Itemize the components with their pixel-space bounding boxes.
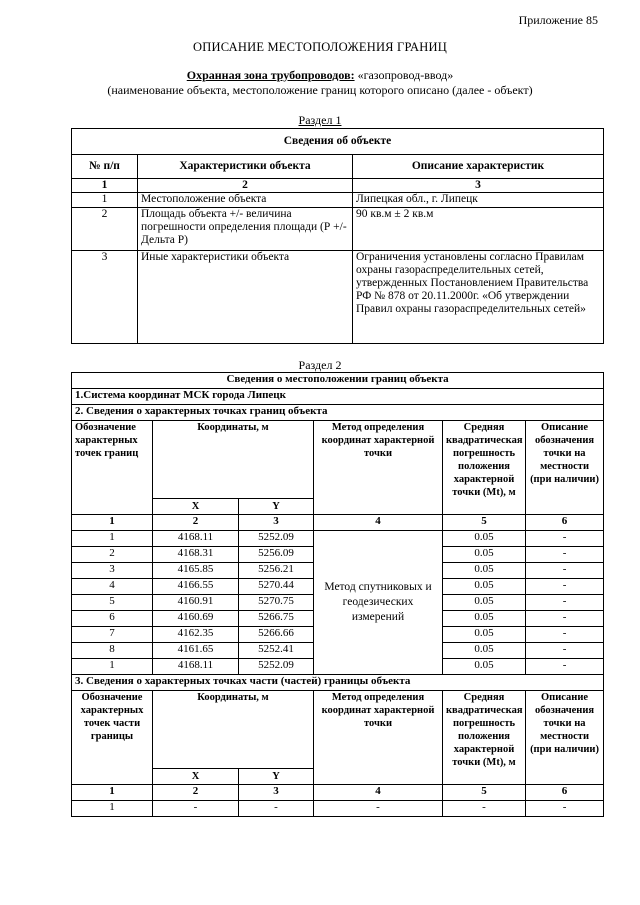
point-id: 8 bbox=[72, 643, 153, 659]
point-desc: - bbox=[526, 595, 604, 611]
point-id: 2 bbox=[72, 547, 153, 563]
boundary-points-table bbox=[71, 372, 604, 817]
point-y: 5266.75 bbox=[239, 611, 314, 627]
zone-line bbox=[0, 68, 640, 83]
point-desc: - bbox=[526, 563, 604, 579]
col-number: 5 bbox=[443, 785, 526, 801]
part3-header-coords: Координаты, м bbox=[153, 691, 314, 769]
row-name: Местоположение объекта bbox=[138, 193, 353, 208]
part3-mt: - bbox=[443, 801, 526, 817]
point-x: 4168.11 bbox=[153, 531, 239, 547]
point-desc: - bbox=[526, 579, 604, 595]
point-desc: - bbox=[526, 531, 604, 547]
col-number: 5 bbox=[443, 515, 526, 531]
part3-header-point: Обозначение характерных точек части границы bbox=[72, 691, 153, 785]
point-x: 4160.91 bbox=[153, 595, 239, 611]
section1-title: Раздел 1 bbox=[298, 113, 342, 127]
header-error: Средняя квадратическая погрешность положения характерной точки (Mt), м bbox=[443, 421, 526, 515]
header-characteristic: Характеристики объекта bbox=[138, 155, 353, 179]
col-number: 4 bbox=[314, 785, 443, 801]
part3-header-x: X bbox=[153, 769, 239, 785]
point-id: 4 bbox=[72, 579, 153, 595]
point-mt: 0.05 bbox=[443, 579, 526, 595]
point-y: 5252.09 bbox=[239, 531, 314, 547]
zone-value: «газопровод-ввод» bbox=[354, 68, 454, 82]
col-number: 6 bbox=[526, 515, 604, 531]
point-mt: 0.05 bbox=[443, 627, 526, 643]
part3-point-x: - bbox=[153, 801, 239, 817]
col-number: 1 bbox=[72, 785, 153, 801]
point-x: 4168.31 bbox=[153, 547, 239, 563]
row-name: Иные характеристики объекта bbox=[138, 251, 353, 344]
col-number: 1 bbox=[72, 515, 153, 531]
point-mt: 0.05 bbox=[443, 531, 526, 547]
point-x: 4168.11 bbox=[153, 659, 239, 675]
part3-method: - bbox=[314, 801, 443, 817]
row-number: 2 bbox=[72, 208, 138, 251]
point-mt: 0.05 bbox=[443, 611, 526, 627]
point-y: 5266.66 bbox=[239, 627, 314, 643]
col-number: 3 bbox=[353, 179, 604, 193]
part3-point-id: 1 bbox=[72, 801, 153, 817]
col-number: 3 bbox=[239, 785, 314, 801]
point-desc: - bbox=[526, 627, 604, 643]
header-coords: Координаты, м bbox=[153, 421, 314, 499]
header-y: Y bbox=[239, 499, 314, 515]
point-y: 5270.75 bbox=[239, 595, 314, 611]
point-desc: - bbox=[526, 611, 604, 627]
part3-header-error: Средняя квадратическая погрешность положения характерной точки (Mt), м bbox=[443, 691, 526, 785]
appendix-label: Приложение 85 bbox=[518, 13, 598, 27]
col-number: 2 bbox=[153, 785, 239, 801]
header-x: X bbox=[153, 499, 239, 515]
point-x: 4162.35 bbox=[153, 627, 239, 643]
part3-header-desc: Описание обозначения точки на местности (при наличии) bbox=[526, 691, 604, 785]
point-mt: 0.05 bbox=[443, 659, 526, 675]
row-number: 3 bbox=[72, 251, 138, 344]
point-y: 5256.09 bbox=[239, 547, 314, 563]
point-desc: - bbox=[526, 643, 604, 659]
section2-caption: Сведения о местоположении границ объекта bbox=[72, 373, 604, 389]
point-id: 1 bbox=[72, 659, 153, 675]
point-y: 5252.41 bbox=[239, 643, 314, 659]
header-point: Обозначение характерных точек границ bbox=[72, 421, 153, 515]
part3-title: 3. Сведения о характерных точках части (частей) границы объекта bbox=[72, 675, 604, 691]
part3-header-y: Y bbox=[239, 769, 314, 785]
point-x: 4165.85 bbox=[153, 563, 239, 579]
table-row bbox=[72, 531, 604, 547]
point-x: 4166.55 bbox=[153, 579, 239, 595]
method-value: Метод спутниковых и геодезических измерений bbox=[314, 531, 443, 675]
document-title: ОПИСАНИЕ МЕСТОПОЛОЖЕНИЯ ГРАНИЦ bbox=[193, 40, 447, 54]
part3-desc: - bbox=[526, 801, 604, 817]
point-id: 1 bbox=[72, 531, 153, 547]
coordinate-system: 1.Система координат МСК города Липецк bbox=[72, 389, 604, 405]
header-desc: Описание обозначения точки на местности (при наличии) bbox=[526, 421, 604, 515]
row-value: Ограничения установлены согласно Правилам охраны газораспределительных сетей, утвержденных Постановлением Правительства РФ № 878 от 20.11.2000г. «Об утверждении Правил охраны газораспределительных сетей» bbox=[353, 251, 604, 344]
col-number: 3 bbox=[239, 515, 314, 531]
header-method: Метод определения координат характерной точки bbox=[314, 421, 443, 515]
point-mt: 0.05 bbox=[443, 595, 526, 611]
header-number: № п/п bbox=[72, 155, 138, 179]
point-id: 6 bbox=[72, 611, 153, 627]
row-value: 90 кв.м ± 2 кв.м bbox=[353, 208, 604, 251]
col-number: 6 bbox=[526, 785, 604, 801]
point-id: 7 bbox=[72, 627, 153, 643]
row-number: 1 bbox=[72, 193, 138, 208]
section2-title: Раздел 2 bbox=[298, 358, 342, 372]
table-row bbox=[72, 193, 604, 208]
point-mt: 0.05 bbox=[443, 563, 526, 579]
table-row bbox=[72, 251, 604, 344]
part2-title: 2. Сведения о характерных точках границ объекта bbox=[72, 405, 604, 421]
col-number: 2 bbox=[138, 179, 353, 193]
part3-header-method: Метод определения координат характерной точки bbox=[314, 691, 443, 785]
part3-point-y: - bbox=[239, 801, 314, 817]
row-name: Площадь объекта +/- величина погрешности определения площади (Р +/- Дельта Р) bbox=[138, 208, 353, 251]
point-x: 4161.65 bbox=[153, 643, 239, 659]
section1-caption: Сведения об объекте bbox=[72, 129, 604, 155]
point-id: 3 bbox=[72, 563, 153, 579]
header-description: Описание характеристик bbox=[353, 155, 604, 179]
point-x: 4160.69 bbox=[153, 611, 239, 627]
point-desc: - bbox=[526, 547, 604, 563]
col-number: 4 bbox=[314, 515, 443, 531]
point-mt: 0.05 bbox=[443, 643, 526, 659]
table-row bbox=[72, 801, 604, 817]
point-desc: - bbox=[526, 659, 604, 675]
zone-label: Охранная зона трубопроводов: bbox=[186, 68, 355, 82]
point-id: 5 bbox=[72, 595, 153, 611]
object-info-table bbox=[71, 128, 604, 344]
point-y: 5256.21 bbox=[239, 563, 314, 579]
zone-subtitle: (наименование объекта, местоположение границ которого описано (далее - объект) bbox=[107, 83, 533, 97]
point-y: 5270.44 bbox=[239, 579, 314, 595]
col-number: 1 bbox=[72, 179, 138, 193]
point-mt: 0.05 bbox=[443, 547, 526, 563]
col-number: 2 bbox=[153, 515, 239, 531]
row-value: Липецкая обл., г. Липецк bbox=[353, 193, 604, 208]
table-row bbox=[72, 208, 604, 251]
point-y: 5252.09 bbox=[239, 659, 314, 675]
